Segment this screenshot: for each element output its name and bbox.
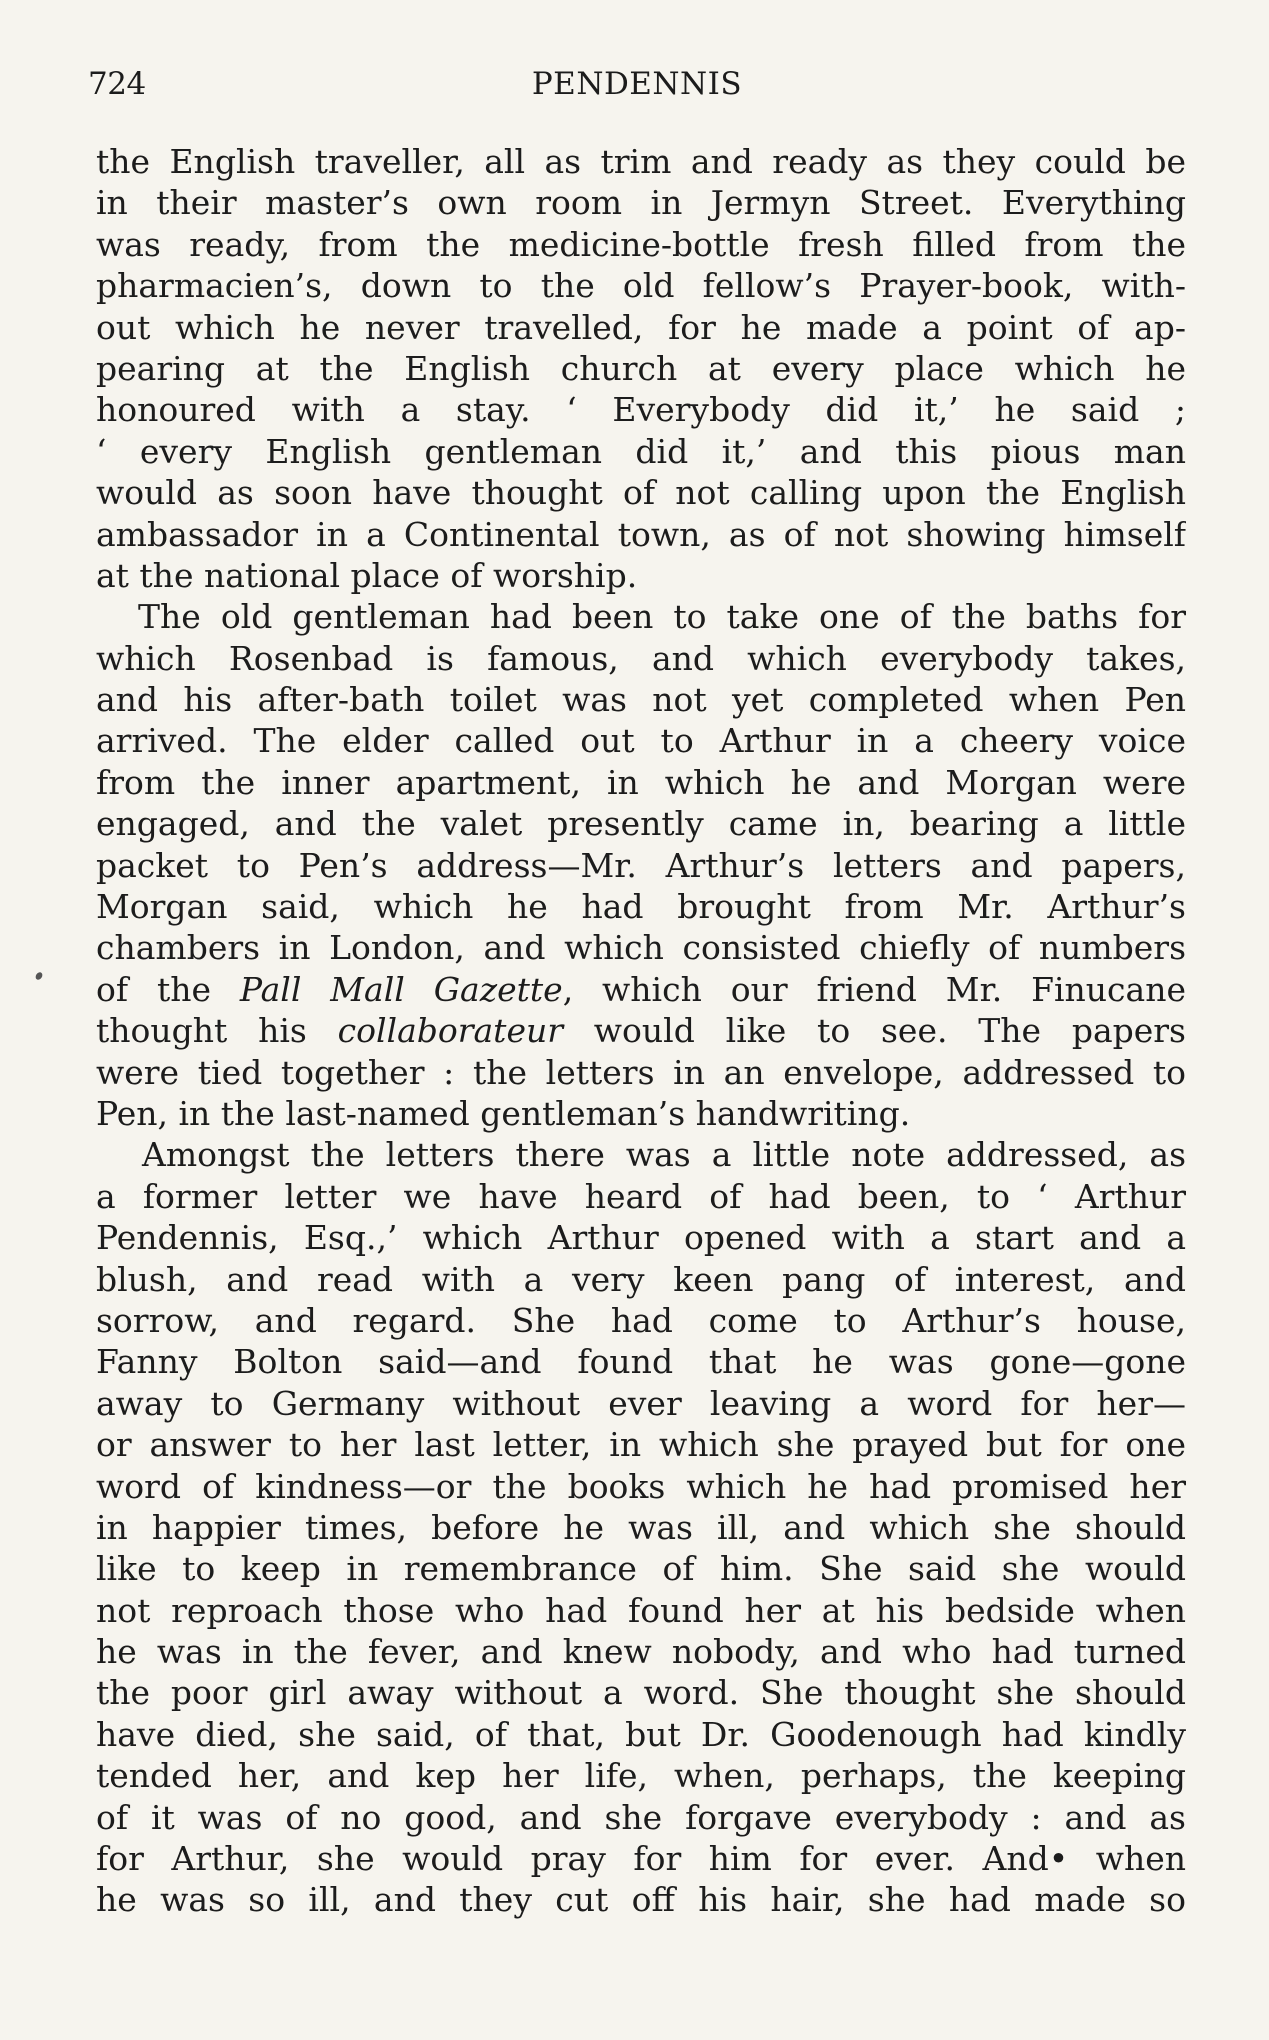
text-line: he was in the fever, and knew nobody, and who had turned (96, 1632, 1186, 1672)
text-line: arrived. The elder called out to Arthur in a cheery voice (96, 721, 1186, 761)
text-line: honoured with a stay. ‘ Everybody did it,’ he said ; (96, 390, 1186, 430)
text-line: Amongst the letters there was a little note addressed, as (142, 1135, 1186, 1175)
text-line: were tied together : the letters in an envelope, addressed to (96, 1052, 1186, 1092)
text-line: Pendennis, Esq.,’ which Arthur opened with a start and a (96, 1218, 1186, 1258)
text-line: from the inner apartment, in which he and Morgan were (96, 762, 1186, 802)
text-line: out which he never travelled, for he made a point of ap- (96, 307, 1186, 347)
text-line: word of kindness—or the books which he had promised her (96, 1466, 1186, 1506)
page-number: 724 (88, 66, 146, 102)
text-run: , which our friend Mr. Finucane (562, 969, 1186, 1009)
periodical-title: Pall Mall Gazette (239, 969, 563, 1009)
running-title: PENDENNIS (531, 66, 743, 102)
text-line: The old gentleman had been to take one of the baths for (138, 597, 1186, 637)
text-line: in their master’s own room in Jermyn Street. Everything (96, 183, 1186, 223)
italic-word: collaborateur (337, 1011, 564, 1051)
text-line (96, 969, 1186, 1010)
text-line: engaged, and the valet presently came in, bearing a little (96, 804, 1186, 844)
text-line: pharmacien’s, down to the old fellow’s Prayer-book, with- (96, 266, 1186, 306)
text-line: like to keep in remembrance of him. She said she would (96, 1549, 1186, 1589)
body-text (96, 141, 1186, 1921)
text-line: the poor girl away without a word. She thought she should (96, 1673, 1186, 1713)
paragraph-3 (96, 1134, 1186, 1920)
text-line (96, 1010, 1186, 1051)
text-line: which Rosenbad is famous, and which everybody takes, (96, 638, 1186, 678)
text-line: ambassador in a Continental town, as of not showing himself (96, 514, 1186, 554)
text-line: or answer to her last letter, in which she prayed but for one (96, 1425, 1186, 1465)
text-line: was ready, from the medicine-bottle fresh filled from the (96, 224, 1186, 264)
text-line: a former letter we have heard of had been, to ‘ Arthur (96, 1176, 1186, 1216)
text-line: at the national place of worship. (96, 555, 638, 595)
text-run: of the (96, 969, 211, 1009)
text-line: Fanny Bolton said—and found that he was gone—gone (96, 1342, 1186, 1382)
text-line: he was so ill, and they cut off his hair, she had made so (96, 1880, 1186, 1920)
text-line: chambers in London, and which consisted chiefly of numbers (96, 928, 1186, 968)
text-line: Pen, in the last-named gentleman’s handwriting. (96, 1093, 911, 1133)
text-line: have died, she said, of that, but Dr. Goodenough had kindly (96, 1714, 1186, 1754)
text-line: the English traveller, all as trim and ready as they could be (96, 142, 1186, 181)
text-line: and his after-bath toilet was not yet completed when Pen (96, 680, 1186, 720)
running-head (88, 64, 1186, 108)
paragraph-1 (96, 141, 1186, 596)
text-line: Morgan said, which he had brought from Mr. Arthur’s (96, 887, 1186, 927)
text-line: pearing at the English church at every place which he (96, 348, 1186, 388)
text-line: away to Germany without ever leaving a word for her— (96, 1383, 1186, 1423)
text-line: packet to Pen’s address—Mr. Arthur’s letters and papers, (96, 845, 1186, 885)
text-line: in happier times, before he was ill, and which she should (96, 1507, 1186, 1547)
text-line: sorrow, and regard. She had come to Arthur’s house, (96, 1300, 1186, 1340)
text-line: for Arthur, she would pray for him for ever. And• when (96, 1839, 1186, 1879)
text-run: would like to see. The papers (563, 1011, 1186, 1051)
text-line: blush, and read with a very keen pang of interest, and (96, 1259, 1186, 1299)
text-line: tended her, and kep her life, when, perhaps, the keeping (96, 1756, 1186, 1796)
text-line: ‘ every English gentleman did it,’ and this pious man (96, 431, 1186, 471)
text-run: thought his (96, 1011, 307, 1051)
margin-mark (34, 971, 44, 981)
paragraph-2 (96, 596, 1186, 1134)
text-line: of it was of no good, and she forgave everybody : and as (96, 1797, 1186, 1837)
text-line: not reproach those who had found her at his bedside when (96, 1590, 1186, 1630)
text-line: would as soon have thought of not calling upon the English (96, 473, 1186, 513)
